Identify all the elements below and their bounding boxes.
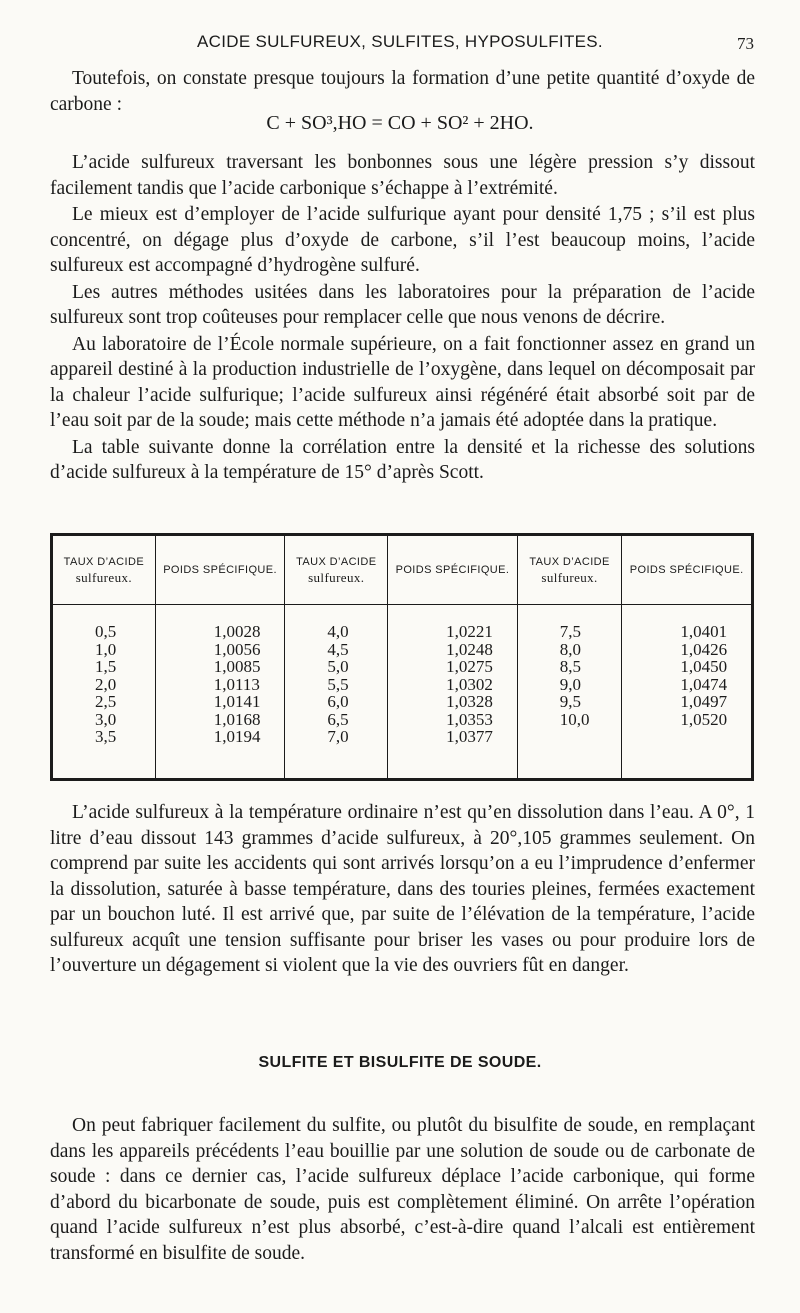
taux-value: 9,5: [559, 692, 582, 711]
taux-value: 3,0: [95, 709, 117, 729]
poids-value: 1,0353: [446, 709, 493, 729]
paragraph: Au laboratoire de l’École normale supérieure, on a fait fonctionner assez en grand un appareil destiné à la production industrielle de l’oxygène, dans lequel on décomposait par la chaleur l’acide sulfurique; l’acide sulfureux ainsi régénéré était absorbé soit par de l’eau soit par de la soude; mais cette méthode n’a jamais été adoptée dans la pratique.: [50, 333, 755, 431]
paragraph: On peut fabriquer facilement du sulfite, ou plutôt du bisulfite de soude, en remplaçant dans les appareils précédents l’eau bouillie par une solution de soude ou de carbonate de soude : dans ce dernier cas, l’acide sulfureux déplace l’acide carbonique, qui forme d’abord du bicarbonate de soude, puis est complètement éliminé. On arrête l’opération quand l’acide sulfureux n’est plus absorbé, c’est-à-dire quand l’alcali est entièrement transformé en bisulfite de soude.: [50, 1115, 755, 1264]
poids-column: [155, 605, 285, 780]
taux-value: 5,0: [327, 657, 349, 676]
table-header: TAUX D’ACIDE sulfureux.: [517, 535, 622, 605]
poids-value: 1,0275: [446, 657, 493, 676]
poids-value: 1,0302: [446, 674, 493, 694]
body-paragraphs-after-table: [50, 800, 755, 979]
taux-column: [52, 605, 156, 780]
poids-value: 1,0401: [680, 622, 728, 641]
taux-value: 8,5: [559, 657, 582, 676]
table-header: POIDS SPÉCIFIQUE.: [622, 535, 753, 605]
taux-value: 2,0: [95, 674, 117, 694]
poids-value: 1,0113: [213, 674, 260, 694]
chemical-formula: C + SO³,HO = CO + SO² + 2HO.: [266, 112, 534, 134]
poids-value: 1,0474: [680, 674, 728, 694]
intro-paragraph: [50, 66, 755, 117]
poids-value: 1,0497: [680, 692, 728, 711]
taux-value: 7,5: [559, 622, 582, 641]
taux-value: 5,5: [327, 674, 349, 694]
poids-column: [622, 605, 753, 780]
page-number: 73: [737, 34, 754, 53]
table-header: POIDS SPÉCIFIQUE.: [388, 535, 518, 605]
taux-column: [517, 605, 622, 780]
poids-value: 1,0221: [446, 622, 493, 641]
table-row: [52, 605, 753, 780]
taux-value: 3,5: [95, 727, 117, 746]
table-header: TAUX D’ACIDE sulfureux.: [285, 535, 388, 605]
taux-value: 6,0: [327, 692, 349, 711]
taux-value: 9,0: [559, 674, 582, 694]
paragraph: Toutefois, on constate presque toujours la formation d’une petite quantité d’oxyde de carbone :: [50, 68, 755, 115]
body-paragraphs: [50, 150, 755, 487]
density-table: [50, 533, 754, 781]
poids-column: [388, 605, 518, 780]
taux-value: 2,5: [95, 692, 117, 711]
poids-value: 1,0085: [213, 657, 261, 676]
taux-value: 4,0: [327, 622, 349, 641]
poids-value: 1,0328: [446, 692, 493, 711]
poids-value: 1,0194: [213, 727, 261, 746]
taux-value: 4,5: [327, 639, 349, 659]
taux-value: 8,0: [559, 639, 582, 659]
paragraph: Le mieux est d’employer de l’acide sulfurique ayant pour densité 1,75 ; s’il est plus concentré, on dégage plus d’oxyde de carbone, s’il l’est beaucoup moins, l’acide sulfureux est accompagné d’hydrogène sulfuré.: [50, 204, 755, 276]
poids-value: 1,0377: [446, 727, 493, 746]
running-head: [0, 30, 800, 54]
running-title: ACIDE SULFUREUX, SULFITES, HYPOSULFITES.: [197, 32, 603, 51]
poids-value: 1,0141: [213, 692, 261, 711]
poids-value: 1,0450: [680, 657, 728, 676]
paragraph: La table suivante donne la corrélation entre la densité et la richesse des solutions d’acide sulfureux à la température de 15° d’après Scott.: [50, 436, 755, 483]
section-paragraphs: [50, 1113, 755, 1266]
taux-value: 1,5: [95, 657, 117, 676]
taux-value: 10,0: [559, 709, 590, 729]
poids-value: 1,0056: [213, 639, 261, 659]
poids-value: 1,0248: [446, 639, 493, 659]
table-header: POIDS SPÉCIFIQUE.: [155, 535, 285, 605]
table-header: TAUX D’ACIDE sulfureux.: [52, 535, 156, 605]
taux-value: 6,5: [327, 709, 349, 729]
table-header-row: [52, 535, 753, 605]
section-title: SULFITE ET BISULFITE DE SOUDE.: [258, 1054, 542, 1071]
taux-value: 0,5: [95, 622, 117, 641]
paragraph: Les autres méthodes usitées dans les laboratoires pour la préparation de l’acide sulfureux sont trop coûteuses pour remplacer celle que nous venons de décrire.: [50, 281, 755, 328]
poids-value: 1,0028: [213, 622, 261, 641]
poids-value: 1,0426: [680, 639, 728, 659]
taux-value: 7,0: [327, 727, 349, 746]
poids-value: 1,0168: [213, 709, 261, 729]
taux-column: [285, 605, 388, 780]
paragraph: L’acide sulfureux à la température ordinaire n’est qu’en dissolution dans l’eau. A 0°, 1 litre d’eau dissout 143 grammes d’acide sulfureux, à 20°,105 grammes seulement. On comprend par suite les accidents qui sont arrivés lorsqu’on a eu l’imprudence d’enfermer la dissolution, saturée à basse température, dans des touries pleines, fermées exactement par un bouchon luté. Il est arrivé que, par suite de l’élévation de la température, l’acide sulfureux acquît une tension suffisante pour briser les vases ou pour produire lors de l’ouverture un dégagement si violent que la vie des ouvriers fût en danger.: [50, 802, 755, 976]
paragraph: L’acide sulfureux traversant les bonbonnes sous une légère pression s’y dissout facilement tandis que l’acide carbonique s’échappe à l’extrémité.: [50, 152, 755, 199]
taux-value: 1,0: [95, 639, 117, 659]
poids-value: 1,0520: [680, 709, 728, 729]
